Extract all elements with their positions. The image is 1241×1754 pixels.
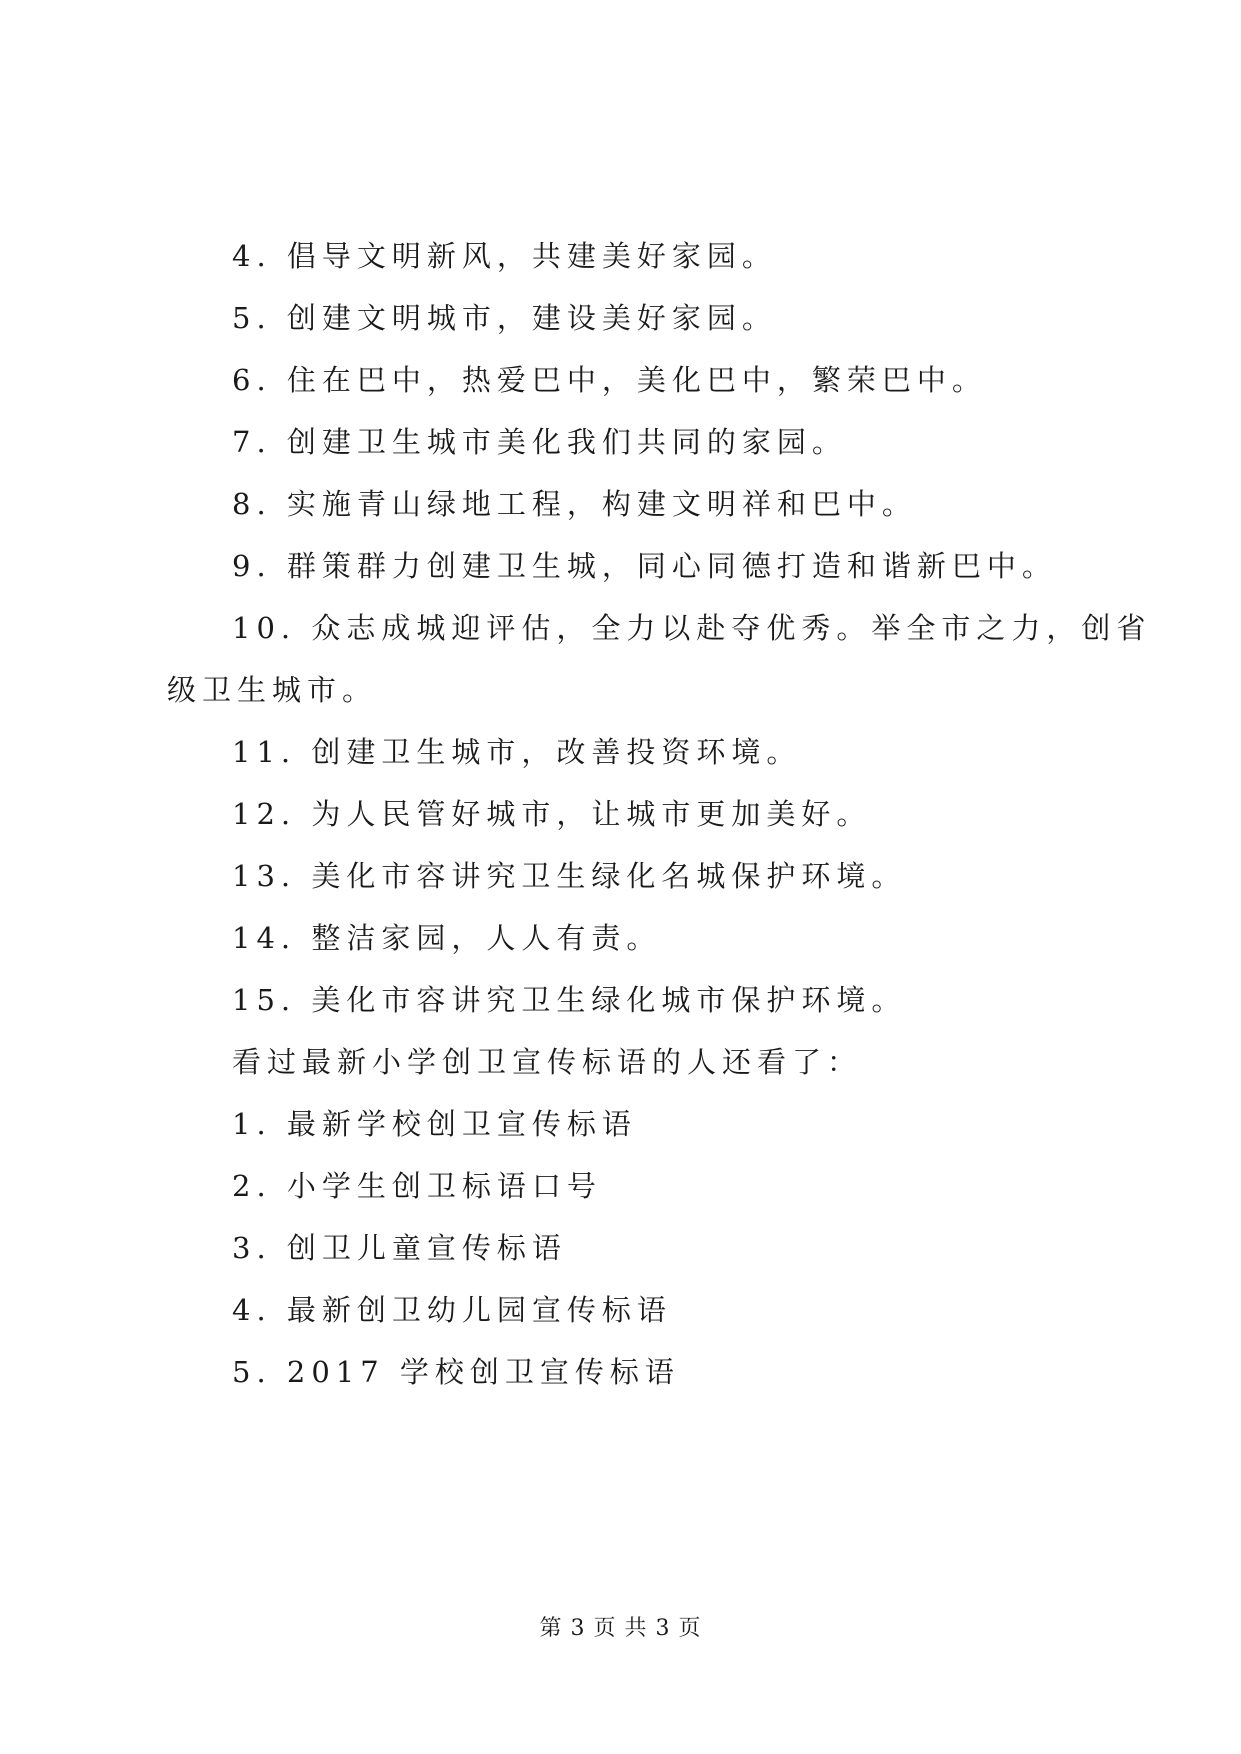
- slogan-line: 10. 众志成城迎评估，全力以赴夺优秀。举全市之力，创省: [232, 611, 1152, 645]
- related-link[interactable]: 4. 最新创卫幼儿园宣传标语: [232, 1293, 672, 1327]
- page-footer: 第 3 页 共 3 页: [539, 1616, 702, 1641]
- slogan-line: 8. 实施青山绿地工程，构建文明祥和巴中。: [232, 487, 917, 521]
- slogan-line-continued: 级卫生城市。: [167, 673, 378, 707]
- related-link[interactable]: 2. 小学生创卫标语口号: [232, 1169, 602, 1203]
- slogan-line: 9. 群策群力创建卫生城，同心同德打造和谐新巴中。: [232, 549, 1057, 583]
- slogan-line: 4. 倡导文明新风，共建美好家园。: [232, 239, 777, 273]
- related-link[interactable]: 3. 创卫儿童宣传标语: [232, 1231, 567, 1265]
- slogan-line: 5. 创建文明城市，建设美好家园。: [232, 301, 777, 335]
- slogan-line: 6. 住在巴中，热爱巴中，美化巴中，繁荣巴中。: [232, 363, 987, 397]
- related-link[interactable]: 1. 最新学校创卫宣传标语: [232, 1107, 637, 1141]
- related-link[interactable]: 5. 2017 学校创卫宣传标语: [232, 1355, 680, 1389]
- slogan-line: 14. 整洁家园，人人有责。: [232, 921, 662, 955]
- slogan-line: 11. 创建卫生城市，改善投资环境。: [232, 735, 802, 769]
- slogan-line: 13. 美化市容讲究卫生绿化名城保护环境。: [232, 859, 907, 893]
- slogan-line: 12. 为人民管好城市，让城市更加美好。: [232, 797, 872, 831]
- slogan-line: 7. 创建卫生城市美化我们共同的家园。: [232, 425, 847, 459]
- slogan-line: 15. 美化市容讲究卫生绿化城市保护环境。: [232, 983, 907, 1017]
- related-heading: 看过最新小学创卫宣传标语的人还看了：: [232, 1045, 863, 1079]
